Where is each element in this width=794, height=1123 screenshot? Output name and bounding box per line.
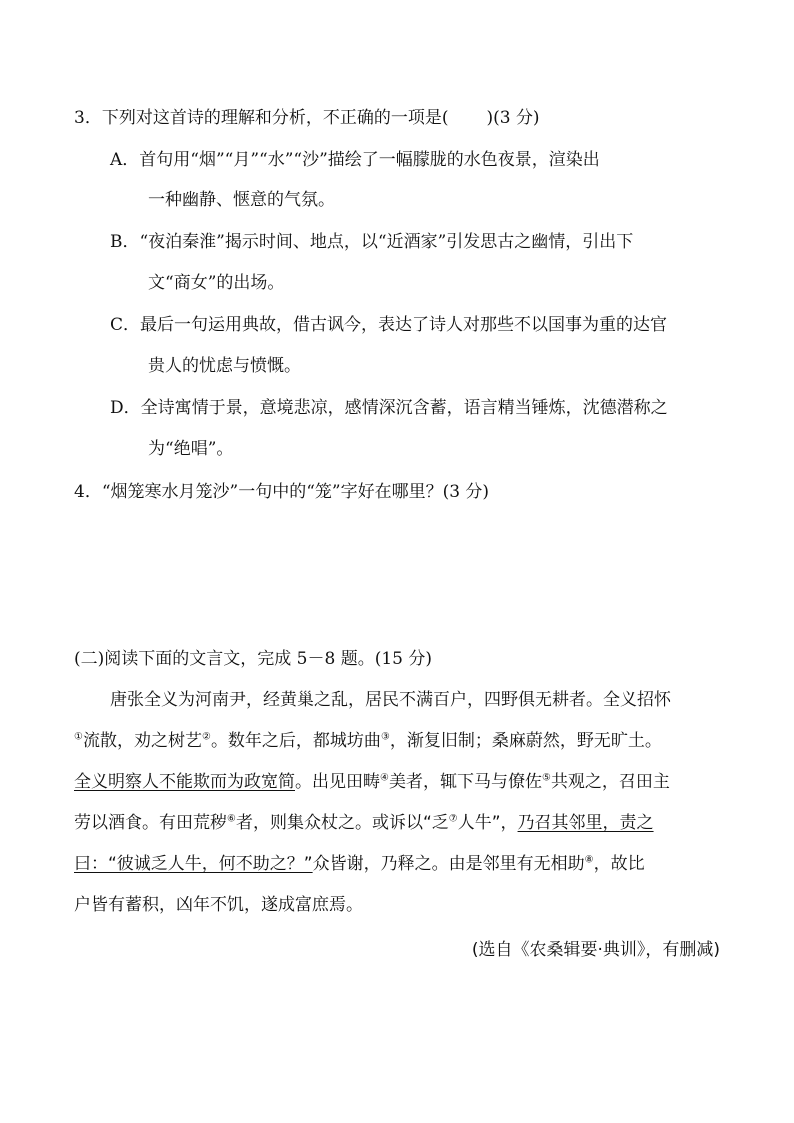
- option-d-line2: 为“绝唱”。: [148, 439, 234, 459]
- passage-line-6: 户皆有蓄积，凶年不饥，遂成富庶焉。: [74, 895, 363, 915]
- underlined-sentence: 乃召其邻里，责之: [517, 813, 654, 833]
- passage-source: (选自《农桑辑要·典训》，有删减): [471, 940, 720, 960]
- option-a-line2: 一种幽静、惬意的气氛。: [148, 190, 335, 210]
- question-4-stem: 4．“烟笼寒水月笼沙”一句中的“笼”字好在哪里？(3 分): [74, 482, 490, 502]
- option-a-line1: A．首句用“烟”“月”“水”“沙”描绘了一幅朦胧的水色夜景，渲染出: [110, 150, 600, 170]
- passage-line-2: ①流散，劝之树艺②。数年之后，都城坊曲③，渐复旧制；桑麻蔚然，野无旷土。: [74, 731, 662, 751]
- note-marker: ①: [74, 731, 83, 743]
- note-marker: ⑥: [227, 813, 236, 825]
- option-c-line1: C．最后一句运用典故，借古讽今，表达了诗人对那些不以国事为重的达官: [110, 315, 668, 335]
- note-marker: ⑧: [584, 854, 594, 866]
- passage-line-4: 劳以酒食。有田荒秽⑥者，则集众杖之。或诉以“乏⑦人牛”，乃召其邻里，责之: [74, 813, 654, 833]
- option-c-line2: 贵人的忧虑与愤慨。: [148, 356, 301, 376]
- passage-line-1: 唐张全义为河南尹，经黄巢之乱，居民不满百户，四野俱无耕者。全义招怀: [110, 690, 671, 710]
- underlined-sentence: 曰：“彼诚乏人牛，何不助之？”: [74, 854, 313, 874]
- passage-line-3: 全义明察人不能欺而为政宽简。出见田畴④美者，辄下马与僚佐⑤共观之，召田主: [74, 772, 670, 792]
- question-3-stem: 3．下列对这首诗的理解和分析，不正确的一项是( )(3 分): [74, 108, 540, 128]
- note-marker: ②: [201, 731, 211, 743]
- note-marker: ③: [380, 731, 390, 743]
- note-marker: ⑤: [541, 772, 551, 784]
- option-d-line1: D．全诗寓情于景，意境悲凉，感情深沉含蓄，语言精当锤炼，沈德潜称之: [110, 398, 668, 418]
- section-2-heading: (二)阅读下面的文言文，完成 5－8 题。(15 分): [74, 649, 433, 669]
- note-marker: ④: [380, 772, 389, 784]
- option-b-line1: B．“夜泊秦淮”揭示时间、地点，以“近酒家”引发思古之幽情，引出下: [110, 232, 634, 252]
- note-marker: ⑦: [448, 813, 458, 825]
- passage-line-5: 曰：“彼诚乏人牛，何不助之？”众皆谢，乃释之。由是邻里有无相助⑧，故比: [74, 854, 645, 874]
- underlined-sentence: 全义明察人不能欺而为政宽简: [74, 772, 295, 792]
- option-b-line2: 文“商女”的出场。: [148, 273, 285, 293]
